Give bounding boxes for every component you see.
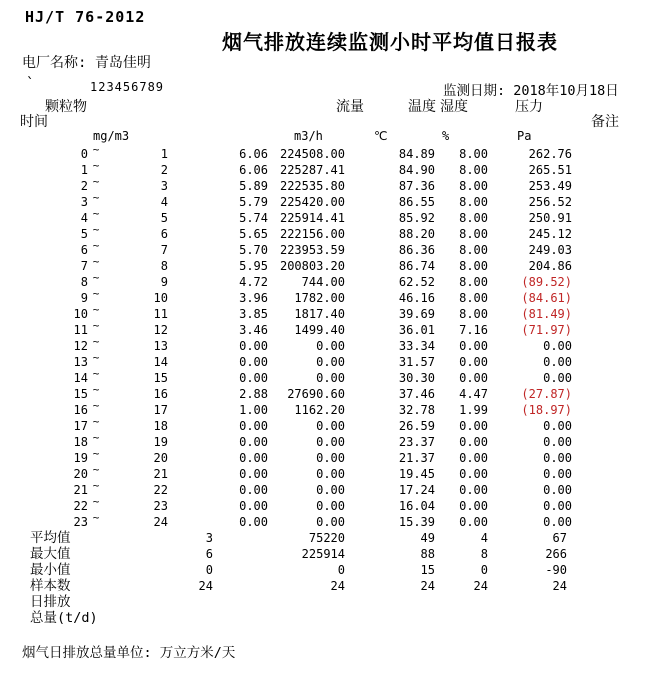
pm-value-cell: 5.74 (239, 211, 268, 225)
summary-temp-cell (345, 594, 435, 610)
pressure-value-cell: 0.00 (543, 483, 572, 497)
flow-value-cell: 0.00 (316, 499, 345, 513)
pm-value-cell: 0.00 (239, 435, 268, 449)
summary-pressure-cell: -90 (545, 563, 567, 577)
flow-value-cell: 1782.00 (294, 291, 345, 305)
pressure-value-cell: 0.00 (543, 435, 572, 449)
humidity-value-cell: 0.00 (459, 435, 488, 449)
pm-value-cell: 0.00 (239, 483, 268, 497)
hour-start-cell: 18 (73, 435, 88, 449)
hour-end-cell: 22 (153, 483, 168, 497)
temp-value-cell: 39.69 (398, 307, 435, 321)
hour-start-cell: 16 (73, 403, 88, 417)
humidity-value-cell: 8.00 (459, 211, 488, 225)
temp-value-cell: 86.55 (398, 195, 435, 209)
hour-start-cell: 10 (73, 307, 88, 321)
hour-start-cell: 6 (80, 243, 88, 257)
hour-end-cell: 18 (153, 419, 168, 433)
humidity-value-cell: 8.00 (459, 227, 488, 241)
humidity-value-cell: 0.00 (459, 355, 488, 369)
flow-value-cell: 0.00 (316, 339, 345, 353)
temp-value-cell: 32.78 (398, 403, 435, 417)
summary-label: 最小值 (30, 562, 71, 578)
pressure-value-cell: (89.52) (521, 275, 572, 289)
summary-row (0, 562, 650, 578)
pressure-value-cell: 256.52 (528, 195, 572, 209)
temp-value-cell: 36.01 (398, 323, 435, 337)
summary-humidity-cell (435, 594, 488, 610)
summary-label: 平均值 (30, 530, 71, 546)
range-separator: ~ (92, 335, 100, 348)
pm-value-cell: 5.70 (239, 243, 268, 257)
plant-name-label: 电厂名称: (22, 55, 87, 71)
hour-end-cell: 24 (153, 515, 168, 529)
summary-humidity-cell: 0 (480, 563, 488, 577)
pressure-value-cell: 204.86 (528, 259, 572, 273)
hour-start-cell: 11 (73, 323, 88, 337)
range-separator: ~ (92, 399, 100, 412)
hour-end-cell: 10 (153, 291, 168, 305)
summary-pressure-cell (488, 610, 567, 626)
range-separator: ~ (92, 159, 100, 172)
hour-start-cell: 22 (73, 499, 88, 513)
temp-value-cell: 30.30 (398, 371, 435, 385)
hour-start-cell: 14 (73, 371, 88, 385)
table-row (0, 511, 650, 530)
temp-value-cell: 84.89 (398, 147, 435, 161)
flow-unit: m3/h (294, 129, 323, 143)
temp-value-cell: 26.59 (398, 419, 435, 433)
hour-start-cell: 3 (80, 195, 88, 209)
humidity-value-cell: 8.00 (459, 291, 488, 305)
pressure-value-cell: 0.00 (543, 339, 572, 353)
pressure-value-cell: 0.00 (543, 451, 572, 465)
tick-mark: ` (26, 76, 35, 92)
flow-value-cell: 225914.41 (279, 211, 345, 225)
range-separator: ~ (92, 271, 100, 284)
summary-temp-cell (345, 610, 435, 626)
hour-start-cell: 20 (73, 467, 88, 481)
summary-temp-cell: 24 (420, 579, 435, 593)
hour-start-cell: 17 (73, 419, 88, 433)
temp-value-cell: 23.37 (398, 435, 435, 449)
pm-value-cell: 3.46 (239, 323, 268, 337)
pm-value-cell: 0.00 (239, 419, 268, 433)
humidity-value-cell: 0.00 (459, 419, 488, 433)
footer-note-value: 万立方米/天 (159, 645, 236, 661)
pressure-value-cell: 265.51 (528, 163, 572, 177)
hour-end-cell: 9 (160, 275, 168, 289)
pm-value-cell: 0.00 (239, 467, 268, 481)
plant-name-value: 青岛佳明 (94, 55, 151, 71)
flow-value-cell: 744.00 (301, 275, 345, 289)
summary-humidity-cell: 8 (480, 547, 488, 561)
flow-value-cell: 224508.00 (279, 147, 345, 161)
hour-end-cell: 1 (160, 147, 168, 161)
summary-humidity-cell: 4 (480, 531, 488, 545)
standard-code: HJ/T 76-2012 (25, 8, 146, 26)
summary-pm-cell: 0 (205, 563, 213, 577)
hour-start-cell: 8 (80, 275, 88, 289)
range-separator: ~ (92, 207, 100, 220)
summary-flow-cell: 75220 (308, 531, 345, 545)
pm-value-cell: 0.00 (239, 515, 268, 529)
flow-value-cell: 222156.00 (279, 227, 345, 241)
range-separator: ~ (92, 463, 100, 476)
pressure-value-cell: (18.97) (521, 403, 572, 417)
summary-flow-cell (213, 610, 345, 626)
humidity-unit: % (442, 129, 450, 143)
pm-value-cell: 3.96 (239, 291, 268, 305)
flow-value-cell: 1817.40 (294, 307, 345, 321)
pressure-value-cell: 0.00 (543, 467, 572, 481)
pm-value-cell: 5.79 (239, 195, 268, 209)
pm-value-cell: 0.00 (239, 371, 268, 385)
hour-end-cell: 16 (153, 387, 168, 401)
monitor-date-value: 2018年10月18日 (513, 83, 619, 99)
range-separator: ~ (92, 383, 100, 396)
hour-start-cell: 4 (80, 211, 88, 225)
range-separator: ~ (92, 351, 100, 364)
plant-name-line (22, 52, 151, 72)
hour-end-cell: 23 (153, 499, 168, 513)
hour-end-cell: 2 (160, 163, 168, 177)
hour-end-cell: 19 (153, 435, 168, 449)
humidity-value-cell: 0.00 (459, 371, 488, 385)
summary-pm-cell: 24 (198, 579, 213, 593)
pressure-value-cell: 0.00 (543, 355, 572, 369)
summary-temp-cell: 49 (420, 531, 435, 545)
pm-value-cell: 0.00 (239, 339, 268, 353)
pressure-value-cell: (81.49) (521, 307, 572, 321)
humidity-value-cell: 8.00 (459, 147, 488, 161)
hour-start-cell: 9 (80, 291, 88, 305)
temp-value-cell: 88.20 (398, 227, 435, 241)
summary-pressure-cell (488, 594, 567, 610)
hour-start-cell: 1 (80, 163, 88, 177)
summary-pm-cell: 6 (205, 547, 213, 561)
range-separator: ~ (92, 319, 100, 332)
monitor-date-label: 监测日期: (443, 83, 506, 99)
summary-row (0, 530, 650, 546)
pm-value-cell: 4.72 (239, 275, 268, 289)
hour-end-cell: 4 (160, 195, 168, 209)
range-separator: ~ (92, 479, 100, 492)
pm-value-cell: 1.00 (239, 403, 268, 417)
hour-start-cell: 5 (80, 227, 88, 241)
flow-value-cell: 0.00 (316, 467, 345, 481)
temp-value-cell: 62.52 (398, 275, 435, 289)
temp-value-cell: 16.04 (398, 499, 435, 513)
hour-end-cell: 7 (160, 243, 168, 257)
summary-row (0, 610, 650, 626)
footer-note (22, 641, 235, 661)
flow-value-cell: 0.00 (316, 419, 345, 433)
hour-end-cell: 12 (153, 323, 168, 337)
summary-label: 最大值 (30, 546, 71, 562)
pressure-value-cell: (84.61) (521, 291, 572, 305)
pm-unit: mg/m3 (93, 129, 130, 143)
temp-value-cell: 86.74 (398, 259, 435, 273)
range-separator: ~ (92, 303, 100, 316)
hour-end-cell: 20 (153, 451, 168, 465)
pressure-value-cell: 250.91 (528, 211, 572, 225)
summary-label: 总量(t/d) (30, 610, 98, 626)
hour-start-cell: 7 (80, 259, 88, 273)
temp-column-label: 温度 (408, 99, 436, 115)
pressure-value-cell: 0.00 (543, 515, 572, 529)
summary-pressure-cell: 266 (545, 547, 567, 561)
range-separator: ~ (92, 495, 100, 508)
pm-value-cell: 2.88 (239, 387, 268, 401)
summary-pressure-cell: 24 (552, 579, 567, 593)
summary-row (0, 578, 650, 594)
range-separator: ~ (92, 447, 100, 460)
flow-value-cell: 200803.20 (279, 259, 345, 273)
hour-start-cell: 2 (80, 179, 88, 193)
summary-temp-cell: 15 (420, 563, 435, 577)
pressure-value-cell: 249.03 (528, 243, 572, 257)
range-separator: ~ (92, 431, 100, 444)
humidity-value-cell: 0.00 (459, 451, 488, 465)
serial-number: 123456789 (90, 80, 165, 94)
summary-pressure-cell: 67 (552, 531, 567, 545)
pressure-column-label: 压力 (515, 99, 543, 115)
hour-start-cell: 15 (73, 387, 88, 401)
pressure-unit: Pa (517, 129, 532, 143)
summary-flow-cell: 24 (330, 579, 345, 593)
temp-value-cell: 19.45 (398, 467, 435, 481)
pressure-value-cell: (27.87) (521, 387, 572, 401)
hour-end-cell: 21 (153, 467, 168, 481)
summary-pm-cell (100, 610, 213, 626)
pm-value-cell: 0.00 (239, 355, 268, 369)
flow-value-cell: 222535.80 (279, 179, 345, 193)
summary-flow-cell (213, 594, 345, 610)
flow-value-cell: 225287.41 (279, 163, 345, 177)
hour-start-cell: 19 (73, 451, 88, 465)
temp-value-cell: 33.34 (398, 339, 435, 353)
hour-end-cell: 8 (160, 259, 168, 273)
summary-label: 样本数 (30, 578, 71, 594)
humidity-value-cell: 0.00 (459, 339, 488, 353)
flow-value-cell: 0.00 (316, 371, 345, 385)
pressure-value-cell: 253.49 (528, 179, 572, 193)
pressure-value-cell: 0.00 (543, 419, 572, 433)
pressure-value-cell: (71.97) (521, 323, 572, 337)
humidity-value-cell: 8.00 (459, 243, 488, 257)
hour-end-cell: 17 (153, 403, 168, 417)
hour-end-cell: 11 (153, 307, 168, 321)
hour-start-cell: 21 (73, 483, 88, 497)
pm-value-cell: 5.89 (239, 179, 268, 193)
hourly-data-table (0, 143, 650, 626)
temp-value-cell: 17.24 (398, 483, 435, 497)
temp-value-cell: 21.37 (398, 451, 435, 465)
flow-value-cell: 0.00 (316, 355, 345, 369)
flow-column-label: 流量 (336, 99, 364, 115)
hour-end-cell: 13 (153, 339, 168, 353)
humidity-value-cell: 7.16 (459, 323, 488, 337)
temp-value-cell: 15.39 (398, 515, 435, 529)
humidity-value-cell: 8.00 (459, 195, 488, 209)
summary-row (0, 546, 650, 562)
pm-value-cell: 0.00 (239, 499, 268, 513)
range-separator: ~ (92, 175, 100, 188)
hour-start-cell: 23 (73, 515, 88, 529)
temp-value-cell: 87.36 (398, 179, 435, 193)
range-separator: ~ (92, 511, 100, 524)
flow-value-cell: 1162.20 (294, 403, 345, 417)
report-title: 烟气排放连续监测小时平均值日报表 (222, 30, 558, 54)
pm-value-cell: 6.06 (239, 163, 268, 177)
humidity-value-cell: 0.00 (459, 515, 488, 529)
notes-column-label: 备注 (591, 114, 619, 130)
pm-value-cell: 3.85 (239, 307, 268, 321)
summary-pm-cell: 3 (205, 531, 213, 545)
summary-temp-cell: 88 (420, 547, 435, 561)
range-separator: ~ (92, 191, 100, 204)
humidity-value-cell: 0.00 (459, 499, 488, 513)
range-separator: ~ (92, 255, 100, 268)
humidity-column-label: 湿度 (440, 99, 468, 115)
pressure-value-cell: 262.76 (528, 147, 572, 161)
hour-end-cell: 3 (160, 179, 168, 193)
temp-value-cell: 86.36 (398, 243, 435, 257)
range-separator: ~ (92, 143, 100, 156)
hour-end-cell: 6 (160, 227, 168, 241)
range-separator: ~ (92, 415, 100, 428)
pressure-value-cell: 0.00 (543, 499, 572, 513)
flow-value-cell: 0.00 (316, 483, 345, 497)
humidity-value-cell: 4.47 (459, 387, 488, 401)
flow-value-cell: 225420.00 (279, 195, 345, 209)
hour-start-cell: 13 (73, 355, 88, 369)
temp-value-cell: 46.16 (398, 291, 435, 305)
pm-value-cell: 5.65 (239, 227, 268, 241)
time-column-label: 时间 (20, 114, 48, 130)
range-separator: ~ (92, 367, 100, 380)
humidity-value-cell: 8.00 (459, 259, 488, 273)
flow-value-cell: 0.00 (316, 515, 345, 529)
flow-value-cell: 27690.60 (287, 387, 345, 401)
humidity-value-cell: 0.00 (459, 467, 488, 481)
summary-label: 日排放 (30, 594, 71, 610)
summary-row (0, 594, 650, 610)
pm-column-label: 颗粒物 (45, 99, 87, 115)
flow-value-cell: 0.00 (316, 435, 345, 449)
humidity-value-cell: 1.99 (459, 403, 488, 417)
temp-value-cell: 37.46 (398, 387, 435, 401)
pressure-value-cell: 245.12 (528, 227, 572, 241)
summary-humidity-cell (435, 610, 488, 626)
pm-value-cell: 0.00 (239, 451, 268, 465)
humidity-value-cell: 8.00 (459, 307, 488, 321)
footer-note-label: 烟气日排放总量单位: (22, 645, 152, 661)
flow-value-cell: 0.00 (316, 451, 345, 465)
humidity-value-cell: 8.00 (459, 179, 488, 193)
flow-value-cell: 223953.59 (279, 243, 345, 257)
temp-unit: ℃ (374, 129, 388, 143)
summary-flow-cell: 0 (337, 563, 345, 577)
summary-humidity-cell: 24 (473, 579, 488, 593)
hour-start-cell: 0 (80, 147, 88, 161)
range-separator: ~ (92, 239, 100, 252)
hour-start-cell: 12 (73, 339, 88, 353)
flow-value-cell: 1499.40 (294, 323, 345, 337)
temp-value-cell: 31.57 (398, 355, 435, 369)
humidity-value-cell: 0.00 (459, 483, 488, 497)
humidity-value-cell: 8.00 (459, 163, 488, 177)
summary-pm-cell (100, 594, 213, 610)
range-separator: ~ (92, 223, 100, 236)
pm-value-cell: 5.95 (239, 259, 268, 273)
summary-flow-cell: 225914 (301, 547, 345, 561)
pressure-value-cell: 0.00 (543, 371, 572, 385)
range-separator: ~ (92, 287, 100, 300)
temp-value-cell: 85.92 (398, 211, 435, 225)
humidity-value-cell: 8.00 (459, 275, 488, 289)
hour-end-cell: 14 (153, 355, 168, 369)
hour-end-cell: 15 (153, 371, 168, 385)
pm-value-cell: 6.06 (239, 147, 268, 161)
temp-value-cell: 84.90 (398, 163, 435, 177)
hour-end-cell: 5 (160, 211, 168, 225)
